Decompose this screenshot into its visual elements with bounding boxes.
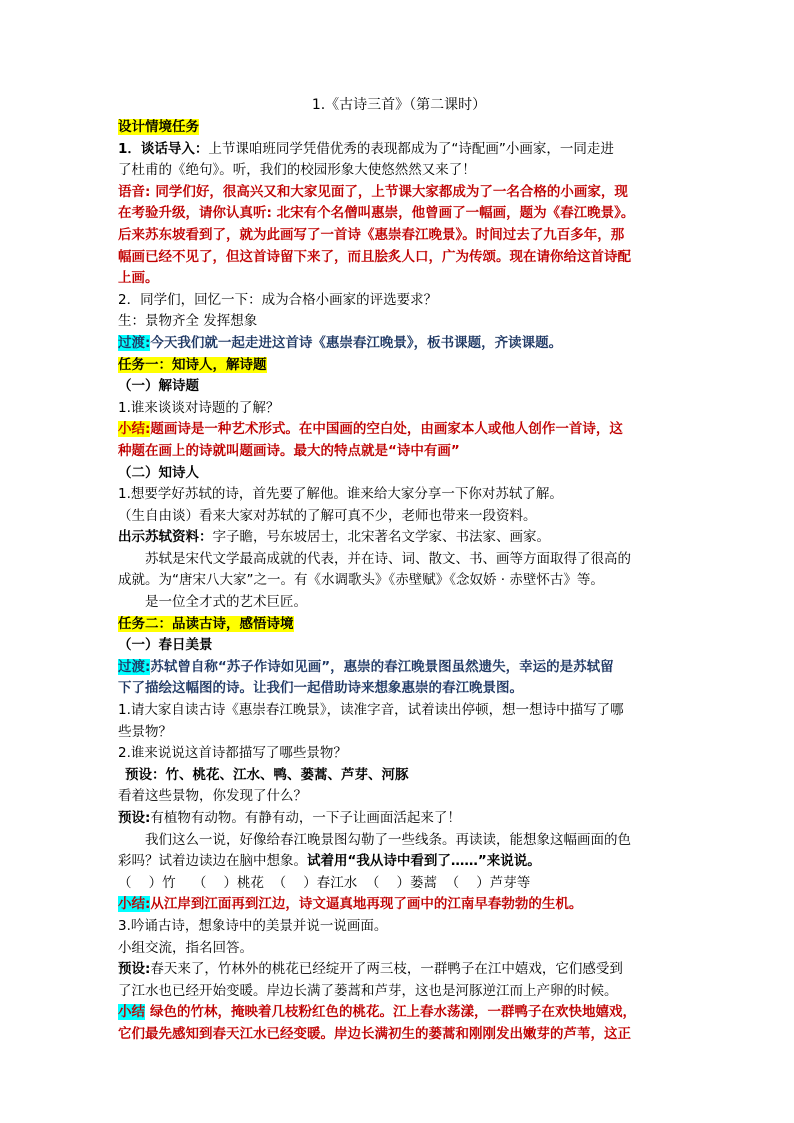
free-talk: （生自由谈）看来大家对苏轼的了解可真不少，老师也带来一段资料。 — [118, 507, 537, 524]
question-title: 1.谁来谈谈对诗题的了解？ — [118, 399, 280, 416]
read-task-1-line2: 些景物？ — [118, 723, 172, 740]
material-label: 出示苏轼资料： — [118, 529, 213, 546]
story-line1: 我们这么一说，好像给春江晚景图勾勒了一些线条。再读读，能想象这幅画面的色 — [145, 831, 631, 848]
summary-1-line1 — [118, 419, 680, 441]
preset-3-line1 — [118, 959, 680, 981]
material-text: 字子瞻，号东坡居士，北宋著名文学家、书法家、画家。 — [212, 529, 550, 546]
read-task-3: 3.吟诵古诗，想象诗中的美景并说一说画面。 — [118, 917, 388, 934]
summary-3-label: 小结 — [118, 1004, 145, 1021]
intro-paragraph-line2: 了杜甫的《绝句》。听，我们的校园形象大使悠然然又来了！ — [118, 162, 476, 179]
observe-question: 看着这些景物，你发现了什么？ — [118, 788, 307, 805]
transition-2-text-1: 苏轼曾自称“苏子作诗如见画”，惠崇的春江晚景图虽然遗失，幸运的是苏轼留 — [150, 658, 614, 675]
task-1-heading — [118, 355, 680, 377]
question-2: 2．同学们，回忆一下：成为合格小画家的评选要求？ — [118, 291, 438, 308]
intro-label: 1．谈话导入： — [118, 140, 209, 157]
transition-1-label: 过渡: — [118, 334, 151, 351]
page-title: 1.《古诗三首》（第二课时） — [311, 97, 487, 113]
fill-blanks: （ ）竹 （ ）桃花 （ ）春江水 （ ）蒌蒿 （ ）芦芽等 — [118, 874, 531, 891]
summary-1-text-1: 题画诗是一种艺术形式。在中国画的空白处，由画家本人或他人创作一首诗，这 — [150, 421, 623, 438]
subsection-2: （二）知诗人 — [118, 464, 199, 481]
voice-line2: 在考验升级，请你认真听: 北宋有个名僧叫惠崇，他曾画了一幅画，题为《春江晚景》。 — [118, 205, 635, 222]
story-line2 — [118, 851, 680, 873]
task-1-highlight: 任务一：知诗人，解诗题 — [118, 356, 267, 373]
bio-line2: 成就。为“唐宋八大家”之一。有《水调歌头》《赤壁赋》《念奴娇 · 赤壁怀古》等。 — [118, 572, 604, 589]
transition-2-line1 — [118, 657, 680, 679]
summary-3-text-1: 绿色的竹林，掩映着几枝粉红色的桃花。江上春水荡漾，一群鸭子在欢快地嬉戏， — [150, 1004, 636, 1021]
material-line — [118, 527, 680, 549]
summary-2-text: 从江岸到江面再到江边，诗文逼真地再现了画中的江南早春勃勃的生机。 — [150, 896, 583, 913]
design-heading-highlight: 设计情境任务 — [118, 119, 199, 135]
voice-line5: 上画。 — [118, 270, 159, 287]
group-discussion: 小组交流，指名回答。 — [118, 939, 253, 956]
summary-1-line2: 种题在画上的诗就叫题画诗。最大的特点就是“诗中有画” — [118, 442, 460, 459]
summary-2 — [118, 894, 680, 916]
student-answer: 生：景物齐全 发挥想象 — [118, 313, 258, 330]
read-task-2: 2.谁来说说这首诗都描写了哪些景物？ — [118, 745, 347, 762]
section-heading-design — [118, 117, 680, 139]
transition-1-text: 今天我们就一起走进这首诗《惠崇春江晚景》，板书课题，齐读课题。 — [150, 334, 563, 351]
story-text-2b: 试着用“我从诗中看到了……”来说说。 — [307, 853, 541, 870]
story-text-2a: 彩吗？试着边读边在脑中想象。 — [118, 853, 307, 870]
summary-3-line1 — [118, 1002, 680, 1024]
voice-text-1: 同学们好，很高兴又和大家见面了，上节课大家都成为了一名合格的小画家，现 — [155, 183, 628, 200]
voice-line1 — [118, 182, 680, 204]
bio-line3: 是一位全才式的艺术巨匠。 — [145, 594, 307, 611]
document-page — [118, 94, 680, 1046]
transition-2-line2: 下了描绘这幅图的诗。让我们一起借助诗来想象惠崇的春江晚景图。 — [118, 680, 523, 697]
preset-3-label: 预设: — [118, 961, 151, 978]
transition-1 — [118, 333, 680, 355]
voice-label: 语音: — [118, 183, 151, 200]
summary-2-label: 小结: — [118, 896, 151, 913]
transition-2-label: 过渡: — [118, 658, 151, 675]
voice-line4: 幅画已经不见了，但这首诗留下来了，而且脍炙人口，广为传颂。现在请你给这首诗配 — [118, 248, 631, 265]
subsection-1: （一）解诗题 — [118, 378, 199, 395]
know-poet-question: 1.想要学好苏轼的诗，首先要了解他。谁来给大家分享一下你对苏轼了解。 — [118, 486, 563, 503]
bio-line1: 苏轼是宋代文学最高成就的代表，并在诗、词、散文、书、画等方面取得了很高的 — [145, 550, 631, 567]
voice-line3: 后来苏东坡看到了，就为此画写了一首诗《惠崇春江晚景》。时间过去了九百多年，那 — [118, 226, 625, 243]
preset-2-text: 有植物有动物。有静有动，一下子让画面活起来了！ — [150, 810, 461, 826]
task-2-highlight: 任务二：品读古诗，感悟诗境 — [118, 615, 294, 632]
preset-3-line2: 了江水也已经开始变暖。岸边长满了蒌蒿和芦芽，这也是河豚逆江而上产卵的时候。 — [118, 982, 618, 999]
read-task-1-line1: 1.请大家自读古诗《惠崇春江晚景》，读准字音，试着读出停顿，想一想诗中描写了哪 — [118, 702, 624, 719]
preset-1: 预设：竹、桃花、江水、鸭、蒌蒿、芦芽、河豚 — [125, 766, 409, 783]
subsection-3: （一）春日美景 — [118, 637, 213, 654]
summary-1-label: 小结: — [118, 421, 151, 438]
task-2-heading — [118, 614, 680, 636]
preset-2 — [118, 808, 680, 830]
summary-3-line2: 它们最先感知到春天江水已经变暖。岸边长满初生的蒌蒿和刚刚发出嫩芽的芦苇，这正 — [118, 1025, 631, 1042]
intro-paragraph-line1 — [118, 139, 680, 161]
preset-2-label: 预设: — [118, 810, 151, 826]
preset-3-text-1: 春天来了，竹林外的桃花已经绽开了两三枝，一群鸭子在江中嬉戏，它们感受到 — [150, 961, 623, 978]
intro-text-1: 上节课咱班同学凭借优秀的表现都成为了“诗配画”小画家，一同走进 — [208, 140, 614, 157]
